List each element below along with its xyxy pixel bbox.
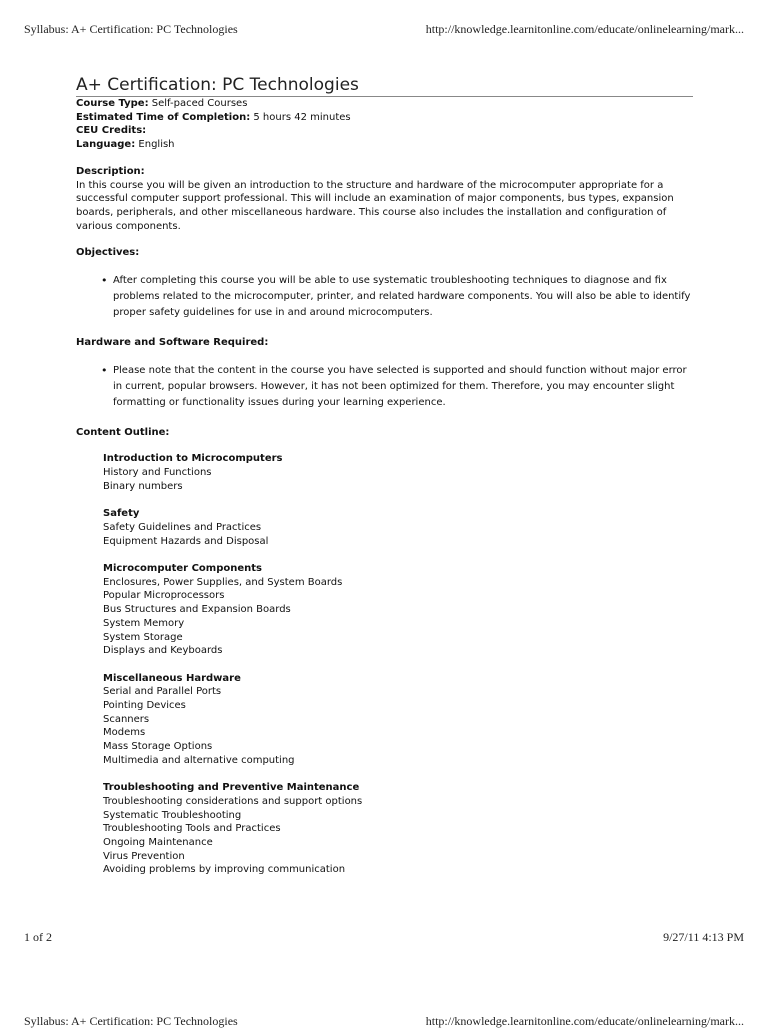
content-outline [103,452,696,877]
list-item: • After completing this course you will be able to use systematic troubleshooting techniques to diagnose and fix problems related to the microcomputer, printer, and related hardware components. You will also be able to identify proper safety guidelines for use in and around microcomputers. [113,273,696,321]
outline-group [103,781,696,877]
page-title: A+ Certification: PC Technologies [76,74,693,97]
outline-item: History and Functions [103,467,212,479]
outline-item: Popular Microprocessors [103,590,225,602]
outline-item: Ongoing Maintenance [103,837,213,849]
outline-item: Equipment Hazards and Disposal [103,535,269,547]
meta-label: CEU Credits: [76,125,147,137]
description-heading: Description: [76,165,145,177]
outline-item: Virus Prevention [103,850,185,862]
syllabus-content [76,97,696,891]
outline-group-title: Safety [103,508,140,520]
outline-group-title: Troubleshooting and Preventive Maintenance [103,782,360,794]
outline-group [103,507,696,548]
outline-group-title: Microcomputer Components [103,563,262,575]
meta-label: Language: [76,139,136,151]
next-page-header [24,1014,744,1029]
outline-item: Scanners [103,713,150,725]
meta-value: English [138,139,175,151]
outline-item: Safety Guidelines and Practices [103,521,262,533]
outline-item: Troubleshooting Tools and Practices [103,823,281,835]
outline-item: Pointing Devices [103,700,186,712]
meta-label: Estimated Time of Completion: [76,111,251,123]
outline-item: Enclosures, Power Supplies, and System Boards [103,576,343,588]
meta-ceu-credits [76,124,696,138]
outline-item: Modems [103,727,146,739]
print-footer [24,930,744,945]
outline-item: Multimedia and alternative computing [103,754,295,766]
page-number: 1 of 2 [24,930,52,944]
outline-heading: Content Outline: [76,426,170,438]
description-text: In this course you will be given an introduction to the structure and hardware of the microcomputer appropriate for a successful computer support professional. This will include an examination of major components, bus types, expansion boards, peripherals, and other miscellaneous hardware. This course also includes the installation and configuration of various components. [76,179,674,232]
outline-item: Binary numbers [103,480,183,492]
meta-course-type [76,97,696,111]
outline-group [103,452,696,493]
outline-item: Avoiding problems by improving communication [103,864,346,876]
print-header-title: Syllabus: A+ Certification: PC Technologies [24,1014,238,1028]
objectives-list [76,273,696,321]
print-header-title: Syllabus: A+ Certification: PC Technologies [24,22,238,36]
outline-item: Systematic Troubleshooting [103,809,242,821]
list-item: • Please note that the content in the course you have selected is supported and should function without major error in current, popular browsers. However, it has not been optimized for them. Therefore, you may encounter slight formatting or functionality issues during your learning experience. [113,363,696,411]
requirements-list [76,363,696,411]
objectives-heading: Objectives: [76,247,140,259]
meta-value: 5 hours 42 minutes [253,111,351,123]
outline-item: Bus Structures and Expansion Boards [103,604,291,616]
print-header [24,22,744,37]
print-timestamp: 9/27/11 4:13 PM [663,930,744,944]
print-header-url: http://knowledge.learnitonline.com/educate/onlinelearning/mark... [425,22,744,36]
outline-group [103,562,696,658]
meta-completion-time [76,111,696,125]
meta-label: Course Type: [76,98,149,109]
outline-item: Troubleshooting considerations and support options [103,795,363,807]
print-header-url: http://knowledge.learnitonline.com/educate/onlinelearning/mark... [425,1014,744,1028]
outline-item: Mass Storage Options [103,741,213,753]
meta-value: Self-paced Courses [151,98,248,109]
outline-item: System Memory [103,617,185,629]
requirements-heading: Hardware and Software Required: [76,337,269,349]
outline-group [103,672,696,768]
outline-group-title: Introduction to Microcomputers [103,453,283,465]
outline-item: System Storage [103,631,183,643]
outline-item: Serial and Parallel Ports [103,686,222,698]
course-meta [76,97,696,152]
outline-group-title: Miscellaneous Hardware [103,672,241,684]
outline-item: Displays and Keyboards [103,645,223,657]
meta-language [76,138,696,152]
